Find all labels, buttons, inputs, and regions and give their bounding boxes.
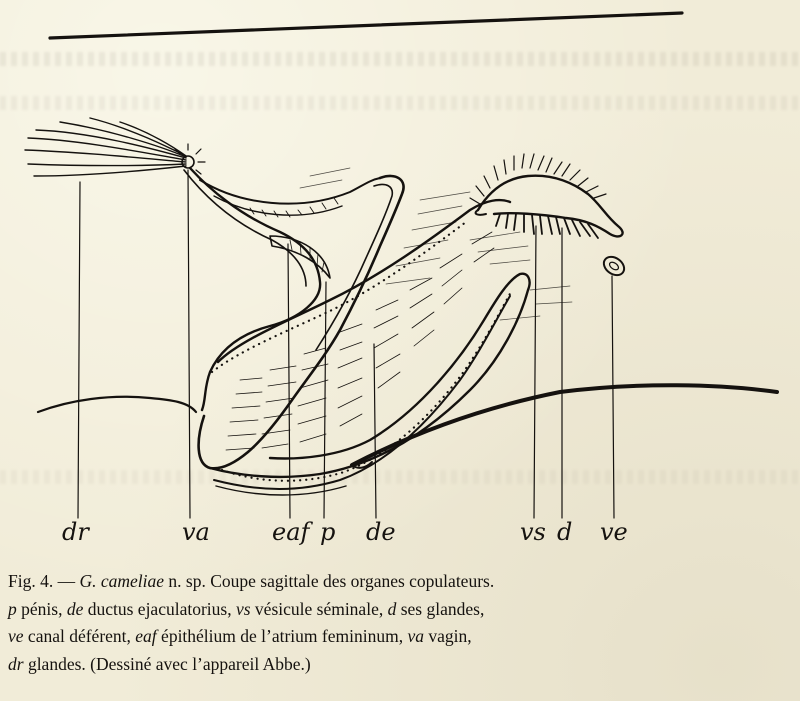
- label-d: d: [557, 518, 573, 546]
- caption-abbr: p: [8, 598, 17, 619]
- caption-def: épithélium de l’atrium femininum,: [161, 626, 404, 646]
- vagina-outer: [190, 168, 320, 410]
- atrium-wall: [199, 176, 404, 468]
- caption-def: ductus ejaculatorius,: [87, 598, 232, 619]
- caption-def: pénis,: [21, 598, 63, 619]
- caption-def: vésicule séminale,: [254, 598, 384, 619]
- label-vs: vs: [520, 518, 546, 546]
- label-eaf: eaf: [272, 518, 310, 546]
- caption-def: vagin,: [428, 626, 472, 646]
- label-ve: ve: [600, 518, 628, 546]
- vesicle-glands-lower: [496, 214, 598, 238]
- caption-abbr: d: [387, 598, 397, 619]
- caption-dash: —: [57, 571, 76, 591]
- caption-line-2: [8, 596, 792, 624]
- caption-species-suffix: n. sp.: [168, 571, 206, 591]
- caption-line-1: [8, 568, 792, 596]
- caption-title-text: Coupe sagittale des organes copulateurs.: [210, 571, 495, 591]
- label-dr: dr: [62, 518, 89, 546]
- caption-abbr: ve: [8, 626, 24, 646]
- label-va: va: [182, 518, 210, 546]
- gland-ducts: [25, 118, 186, 176]
- caption-line-4: [8, 651, 792, 679]
- caption-abbr: dr: [8, 653, 24, 674]
- label-de: de: [366, 518, 396, 546]
- caption-def: glandes.: [27, 653, 86, 674]
- dorsal-body-wall: [50, 13, 682, 38]
- caption-def: canal déférent,: [27, 626, 131, 646]
- penis-lower-edge: [210, 274, 530, 477]
- caption-fig-number: Fig. 4.: [8, 571, 54, 591]
- upper-tube: [200, 178, 380, 204]
- tissue-hatching: [300, 168, 572, 320]
- figure-caption: [8, 568, 792, 678]
- label-p: p: [320, 518, 336, 546]
- canal-deferent: [600, 253, 627, 279]
- caption-abbr: va: [407, 626, 424, 646]
- caption-abbr: eaf: [135, 626, 157, 646]
- caption-def: ses glandes,: [400, 598, 485, 619]
- caption-line-3: [8, 623, 792, 651]
- penis-hatching: [226, 232, 494, 450]
- ventral-body-wall-right: [352, 385, 777, 465]
- caption-species: G. cameliae: [79, 571, 165, 591]
- caption-abbr: de: [66, 598, 84, 619]
- caption-abbr: vs: [235, 598, 251, 619]
- caption-note: (Dessiné avec l’appareil Abbe.): [90, 653, 311, 674]
- ventral-body-wall-left: [38, 397, 196, 412]
- vesicle-glands-upper: [470, 154, 606, 204]
